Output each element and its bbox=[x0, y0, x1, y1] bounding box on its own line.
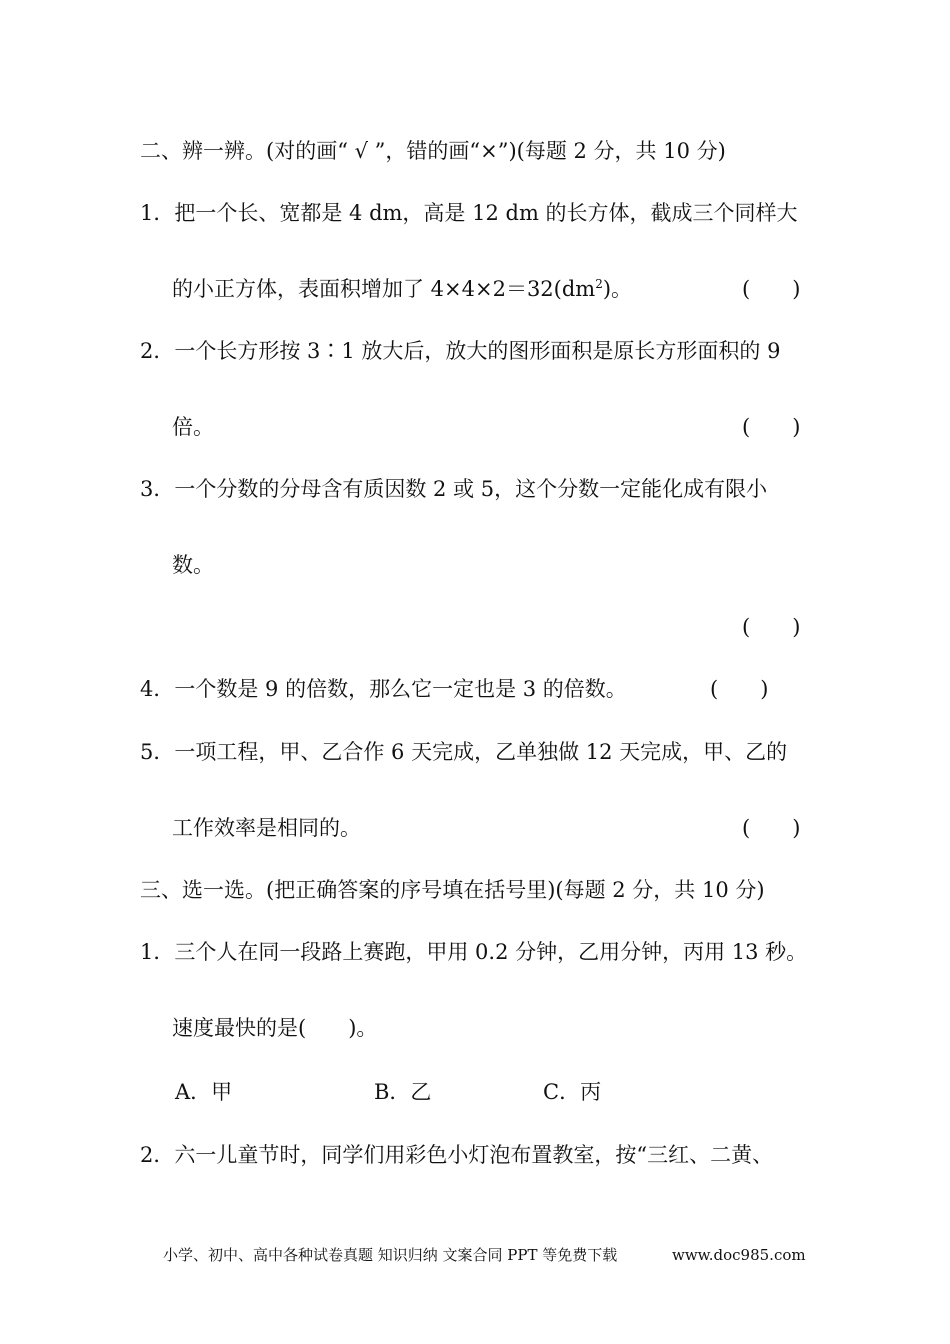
footer-url[interactable]: www.doc985.com bbox=[672, 1246, 806, 1264]
s2-q5-line1: 5．一项工程，甲、乙合作 6 天完成，乙单独做 12 天完成，甲、乙的 bbox=[140, 740, 788, 764]
s3-q1-option-c[interactable]: C．丙 bbox=[543, 1080, 602, 1104]
s2-q3-line2: 数。 bbox=[172, 553, 214, 577]
s2-q5-answer-paren[interactable]: ( ) bbox=[742, 816, 801, 840]
s2-q3-line1: 3．一个分数的分母含有质因数 2 或 5，这个分数一定能化成有限小 bbox=[140, 477, 768, 501]
s3-q1-line2: 速度最快的是( )。 bbox=[172, 1016, 378, 1040]
s3-q1-line1: 1．三个人在同一段路上赛跑，甲用 0.2 分钟，乙用分钟，丙用 13 秒。 bbox=[140, 940, 808, 964]
s2-q3-answer-paren[interactable]: ( ) bbox=[742, 615, 801, 639]
s2-q4-line1: 4．一个数是 9 的倍数，那么它一定也是 3 的倍数。 bbox=[140, 677, 627, 701]
s2-q2-line2: 倍。 bbox=[172, 415, 214, 439]
s2-q2-line1: 2．一个长方形按 3∶1 放大后，放大的图形面积是原长方形面积的 9 bbox=[140, 339, 781, 363]
s2-q5-line2: 工作效率是相同的。 bbox=[172, 816, 361, 840]
s2-q4-answer-paren[interactable]: ( ) bbox=[710, 677, 769, 701]
s2-q1-line1: 1．把一个长、宽都是 4 dm，高是 12 dm 的长方体，截成三个同样大 bbox=[140, 201, 798, 225]
s2-q1-line2: 的小正方体，表面积增加了 $4\times 4\times 2=32(dm^2)$。 bbox=[172, 277, 633, 301]
footer-text: 小学、初中、高中各种试卷真题 知识归纳 文案合同 PPT 等免费下载 bbox=[163, 1246, 618, 1264]
s3-q1-option-a[interactable]: A．甲 bbox=[175, 1080, 233, 1104]
s3-q2-line1: 2．六一儿童节时，同学们用彩色小灯泡布置教室，按“三红、二黄、 bbox=[140, 1143, 774, 1167]
s2-q2-answer-paren[interactable]: ( ) bbox=[742, 415, 801, 439]
section3-heading: 三、选一选。(把正确答案的序号填在括号里)(每题 2 分，共 10 分) bbox=[140, 878, 765, 902]
s2-q1-answer-paren[interactable]: ( ) bbox=[742, 277, 801, 301]
s3-q1-option-b[interactable]: B．乙 bbox=[374, 1080, 432, 1104]
section2-heading: 二、辨一辨。(对的画“ √ ”，错的画“×”)(每题 2 分，共 10 分) bbox=[140, 139, 726, 163]
superscript-2: 2 bbox=[595, 277, 603, 291]
